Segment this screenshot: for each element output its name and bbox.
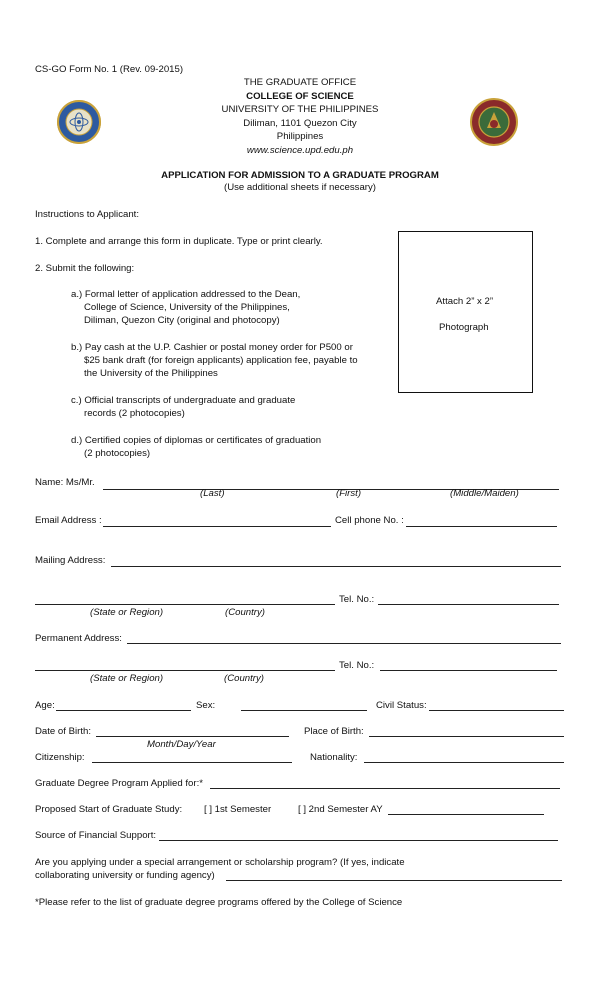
cell-input[interactable] — [406, 526, 557, 527]
dob-format-caption: Month/Day/Year — [147, 739, 216, 750]
first-semester-checkbox[interactable]: [ ] 1st Semester — [204, 804, 272, 815]
university-seal — [470, 98, 518, 146]
requirement-b-line3: the University of the Philippines — [84, 368, 218, 379]
financial-support-input[interactable] — [159, 840, 558, 841]
requirement-d-line1: d.) Certified copies of diplomas or certificates of graduation — [71, 435, 322, 446]
name-last-caption: (Last) — [200, 488, 225, 499]
tel2-input[interactable] — [380, 670, 557, 671]
name-middle-caption: (Middle/Maiden) — [450, 488, 519, 499]
mailing-address-line2-input[interactable] — [35, 604, 335, 605]
pob-label: Place of Birth: — [304, 726, 364, 737]
academic-year-input[interactable] — [388, 814, 544, 815]
header-university: UNIVERSITY OF THE PHILIPPINES — [221, 104, 379, 115]
tel1-input[interactable] — [378, 604, 559, 605]
state1-caption: (State or Region) — [90, 607, 164, 618]
photo-size-label: Attach 2” x 2” — [436, 296, 494, 307]
tel2-label: Tel. No.: — [339, 660, 375, 671]
requirement-a-line2: College of Science, University of the Philippines, — [84, 302, 290, 313]
header-country: Philippines — [276, 131, 324, 142]
requirement-d-line2: (2 photocopies) — [84, 448, 151, 459]
country2-caption: (Country) — [224, 673, 264, 684]
cell-label: Cell phone No. : — [335, 515, 404, 526]
footnote: *Please refer to the list of graduate degree programs offered by the College of Science — [35, 897, 403, 908]
dob-label: Date of Birth: — [35, 726, 91, 737]
university-seal-icon — [470, 98, 518, 146]
citizenship-label: Citizenship: — [35, 752, 85, 763]
email-input[interactable] — [103, 526, 331, 527]
permanent-address-line2-input[interactable] — [35, 670, 335, 671]
header-address: Diliman, 1101 Quezon City — [243, 117, 357, 129]
proposed-start-label: Proposed Start of Graduate Study: — [35, 804, 183, 815]
country1-caption: (Country) — [225, 607, 265, 618]
name-label: Name: Ms/Mr. — [35, 477, 95, 488]
civil-status-label: Civil Status: — [376, 700, 427, 711]
sex-label: Sex: — [196, 700, 216, 711]
mailing-address-label: Mailing Address: — [35, 555, 106, 566]
header-website: www.science.upd.edu.ph — [246, 144, 354, 156]
header-college: COLLEGE OF SCIENCE — [246, 90, 354, 102]
email-label: Email Address : — [35, 515, 102, 526]
college-of-science-seal — [57, 100, 101, 144]
mailing-address-input[interactable] — [111, 566, 561, 567]
form-code: CS-GO Form No. 1 (Rev. 09-2015) — [35, 64, 184, 75]
instruction-item-2: 2. Submit the following: — [35, 263, 135, 274]
program-input[interactable] — [210, 788, 560, 789]
requirement-b-line1: b.) Pay cash at the U.P. Cashier or postal money order for P500 or — [71, 342, 353, 353]
nationality-label: Nationality: — [310, 752, 358, 763]
special-arrangement-input[interactable] — [226, 880, 562, 881]
state2-caption: (State or Region) — [90, 673, 164, 684]
requirement-b-line2: $25 bank draft (for foreign applicants) application fee, payable to — [84, 355, 358, 366]
form-title: APPLICATION FOR ADMISSION TO A GRADUATE PROGRAM — [161, 170, 439, 181]
age-input[interactable] — [56, 710, 191, 711]
sex-input[interactable] — [241, 710, 367, 711]
photo-box[interactable] — [398, 231, 533, 393]
instruction-item-1: 1. Complete and arrange this form in duplicate. Type or print clearly. — [35, 236, 323, 247]
requirement-a-line1: a.) Formal letter of application addressed to the Dean, — [71, 289, 301, 300]
special-arrangement-line1: Are you applying under a special arrangement or scholarship program? (If yes, indicate — [35, 857, 405, 868]
citizenship-input[interactable] — [92, 762, 292, 763]
requirement-a-line3: Diliman, Quezon City (original and photocopy) — [84, 315, 280, 326]
civil-status-input[interactable] — [429, 710, 564, 711]
requirement-c-line2: records (2 photocopies) — [84, 408, 185, 419]
header-office: THE GRADUATE OFFICE — [243, 77, 357, 88]
nationality-input[interactable] — [364, 762, 564, 763]
form-subtitle: (Use additional sheets if necessary) — [224, 182, 376, 193]
photo-label: Photograph — [439, 322, 489, 333]
tel1-label: Tel. No.: — [339, 594, 375, 605]
program-label: Graduate Degree Program Applied for:* — [35, 778, 203, 789]
name-first-caption: (First) — [336, 488, 362, 499]
instructions-heading: Instructions to Applicant: — [35, 209, 139, 220]
pob-input[interactable] — [369, 736, 564, 737]
second-semester-checkbox[interactable]: [ ] 2nd Semester AY — [298, 804, 383, 815]
age-label: Age: — [35, 700, 55, 711]
requirement-c-line1: c.) Official transcripts of undergraduate and graduate — [71, 395, 296, 406]
permanent-address-label: Permanent Address: — [35, 633, 122, 644]
financial-support-label: Source of Financial Support: — [35, 830, 157, 841]
permanent-address-input[interactable] — [127, 643, 561, 644]
special-arrangement-line2: collaborating university or funding agency) — [35, 870, 215, 881]
dob-input[interactable] — [96, 736, 289, 737]
college-seal-icon — [57, 100, 101, 144]
